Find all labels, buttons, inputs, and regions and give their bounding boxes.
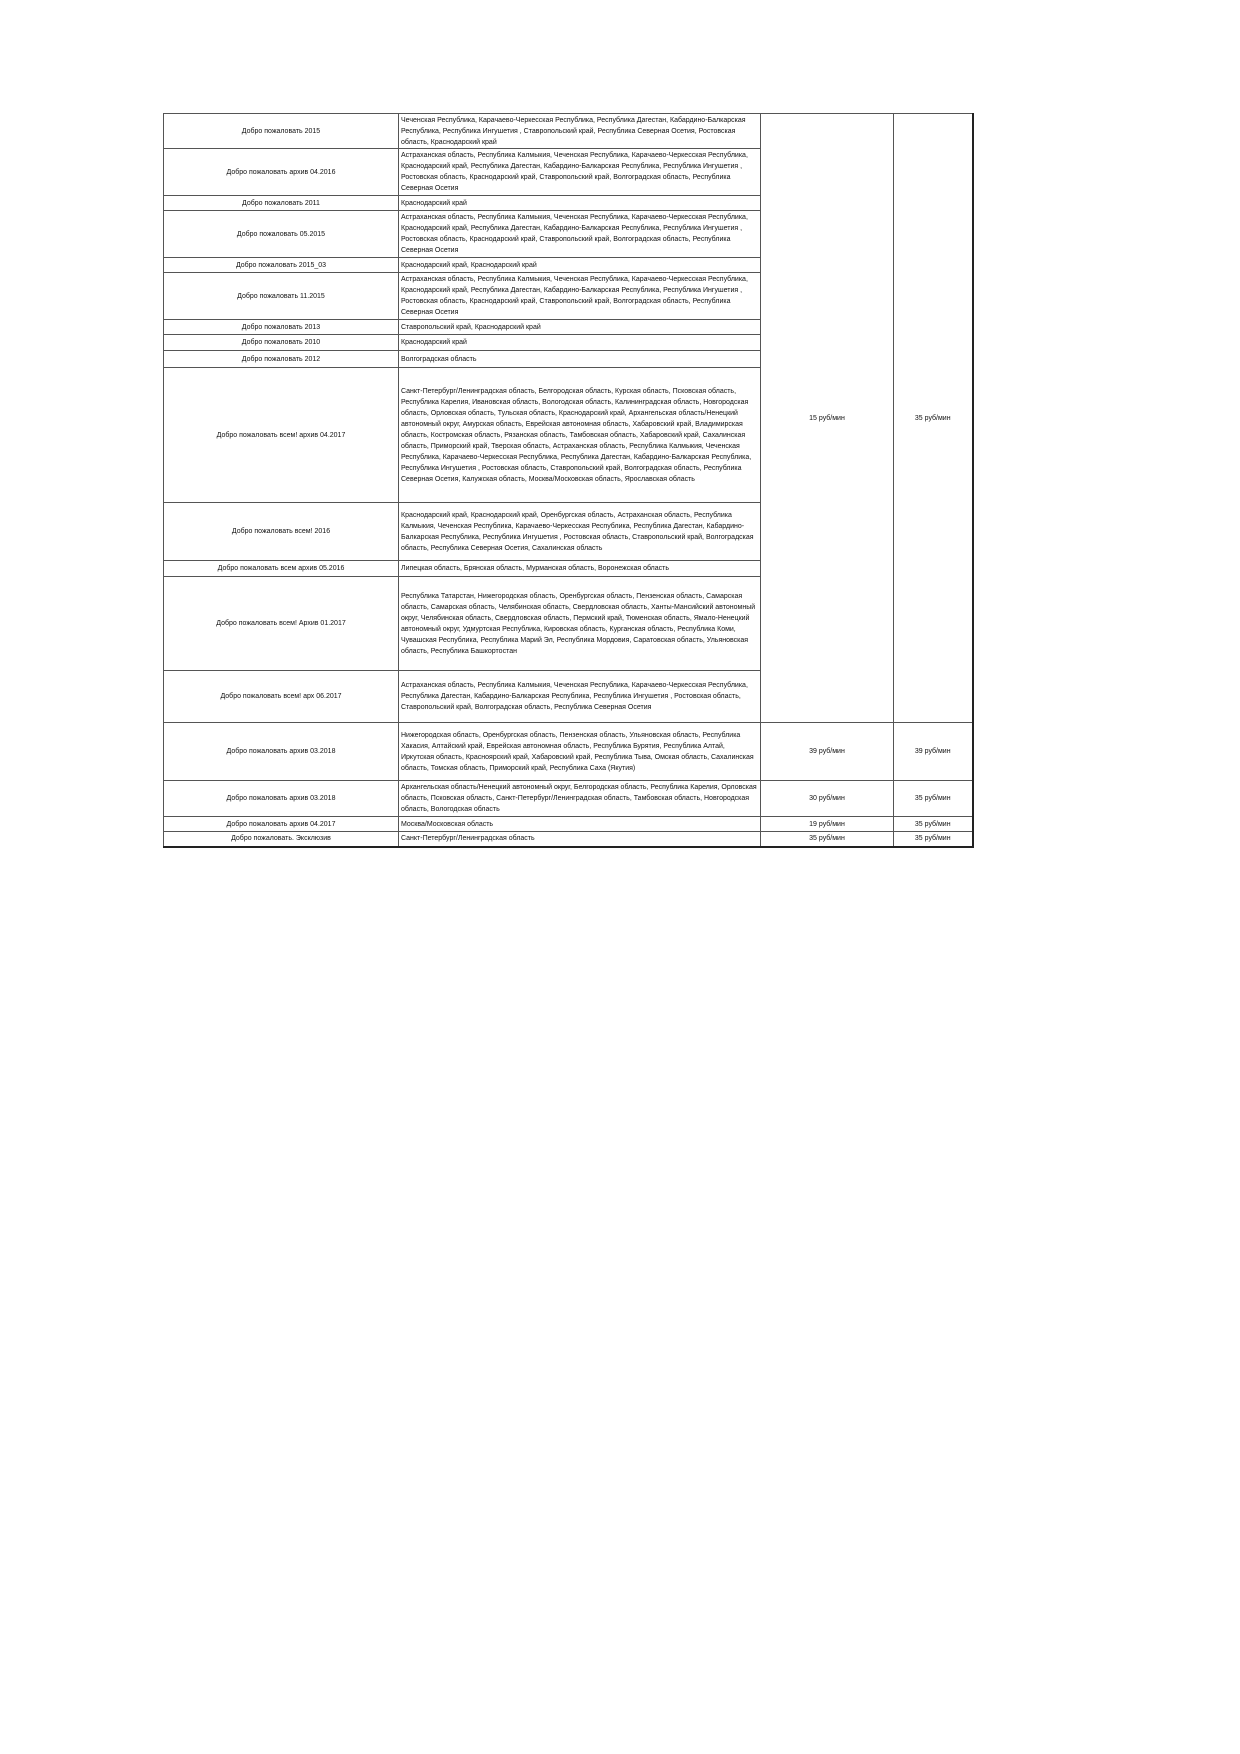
program-name: Добро пожаловать всем архив 05.2016 (164, 561, 399, 577)
program-name: Добро пожаловать 2015 (164, 114, 399, 149)
program-name: Добро пожаловать. Эксклюзив (164, 832, 399, 847)
program-name: Добро пожаловать всем! архив 04.2017 (164, 368, 399, 503)
regions-list: Нижегородская область, Оренбургская область, Пензенская область, Ульяновская область, Республика Хакасия, Алтайский край, Еврейская автономная область, Республика Бурятия, Республика Алтай, Иркутская область, Красноярский край, Хабаровский край, Республика Тыва, Омская область, Сахалинская область, Томская область, Приморский край, Республика Саха (Якутия) (399, 723, 761, 781)
regions-list: Краснодарский край (399, 196, 761, 211)
program-name: Добро пожаловать 2010 (164, 335, 399, 351)
price-per-minute-alt: 39 руб/мин (894, 723, 973, 781)
price-per-minute: 19 руб/мин (761, 817, 894, 832)
regions-list: Республика Татарстан, Нижегородская область, Оренбургская область, Пензенская область, Самарская область, Самарская область, Челябинская область, Свердловская область, Ханты-Мансийский автономный округ, Челябинская область, Свердловская область, Пермский край, Тюменская область, Ямало-Ненецкий автономный округ, Удмуртская Республика, Кировская область, Курганская область, Республика Коми, Чувашская Республика, Республика Марий Эл, Республика Мордовия, Саратовская область, Ульяновская область, Республика Башкортостан (399, 577, 761, 671)
price-per-minute: 30 руб/мин (761, 781, 894, 817)
regions-list: Краснодарский край, Краснодарский край (399, 258, 761, 273)
program-name: Добро пожаловать 05.2015 (164, 211, 399, 258)
price-per-minute-alt: 35 руб/мин (894, 114, 973, 723)
price-per-minute: 35 руб/мин (761, 832, 894, 847)
program-name: Добро пожаловать 2012 (164, 351, 399, 368)
program-name: Добро пожаловать архив 04.2017 (164, 817, 399, 832)
regions-list: Ставропольский край, Краснодарский край (399, 320, 761, 335)
program-name: Добро пожаловать архив 04.2016 (164, 149, 399, 196)
price-per-minute: 15 руб/мин (761, 114, 894, 723)
table-row (164, 781, 973, 817)
price-per-minute-alt: 35 руб/мин (894, 781, 973, 817)
price-per-minute-alt: 35 руб/мин (894, 817, 973, 832)
regions-list: Астраханская область, Республика Калмыкия, Чеченская Республика, Карачаево-Черкесская Республика, Краснодарский край, Республика Дагестан, Кабардино-Балкарская Республика, Республика Ингушетия , Ростовская область, Краснодарский край, Ставропольский край, Волгоградская область, Республика Северная Осетия (399, 149, 761, 196)
regions-list: Краснодарский край, Краснодарский край, Оренбургская область, Астраханская область, Республика Калмыкия, Чеченская Республика, Карачаево-Черкесская Республика, Республика Дагестан, Кабардино-Балкарская Республика, Республика Ингушетия , Ростовская область, Ставропольский край, Волгоградская область, Республика Северная Осетия, Сахалинская область (399, 503, 761, 561)
tariff-table-body (164, 114, 973, 847)
regions-list: Липецкая область, Брянская область, Мурманская область, Воронежская область (399, 561, 761, 577)
program-name: Добро пожаловать всем! 2016 (164, 503, 399, 561)
tariff-table (163, 113, 974, 848)
regions-list: Москва/Московская область (399, 817, 761, 832)
program-name: Добро пожаловать 2013 (164, 320, 399, 335)
program-name: Добро пожаловать 2011 (164, 196, 399, 211)
regions-list: Краснодарский край (399, 335, 761, 351)
regions-list: Волгоградская область (399, 351, 761, 368)
table-row (164, 723, 973, 781)
regions-list: Санкт-Петербург/Ленинградская область, Белгородская область, Курская область, Псковская область, Республика Карелия, Ивановская область, Вологодская область, Калининградская область, Новгородская область, Орловская область, Тульская область, Краснодарский край, Архангельская область/Ненецкий автономный округ, Амурская область, Еврейская автономная область, Хабаровский край, Владимирская область, Костромская область, Рязанская область, Тамбовская область, Хабаровский край, Сахалинская область, Приморский край, Тверская область, Астраханская область, Республика Калмыкия, Чеченская Республика, Карачаево-Черкесская Республика, Республика Дагестан, Кабардино-Балкарская Республика, Республика Ингушетия , Ростовская область, Ставропольский край, Волгоградская область, Республика Северная Осетия, Калужская область, Москва/Московская область, Ярославская область (399, 368, 761, 503)
table-row (164, 114, 973, 149)
regions-list: Чеченская Республика, Карачаево-Черкесская Республика, Республика Дагестан, Кабардино-Балкарская Республика, Республика Ингушетия , Ставропольский край, Республика Северная Осетия, Ростовская область, Краснодарский край (399, 114, 761, 149)
regions-list: Астраханская область, Республика Калмыкия, Чеченская Республика, Карачаево-Черкесская Республика, Краснодарский край, Республика Дагестан, Кабардино-Балкарская Республика, Республика Ингушетия , Ростовская область, Краснодарский край, Ставропольский край, Волгоградская область, Республика Северная Осетия (399, 273, 761, 320)
regions-list: Санкт-Петербург/Ленинградская область (399, 832, 761, 847)
regions-list: Архангельская область/Ненецкий автономный округ, Белгородская область, Республика Карелия, Орловская область, Псковская область, Санкт-Петербург/Ленинградская область, Тамбовская область, Новгородская область, Вологодская область (399, 781, 761, 817)
program-name: Добро пожаловать 2015_03 (164, 258, 399, 273)
price-per-minute-alt: 35 руб/мин (894, 832, 973, 847)
regions-list: Астраханская область, Республика Калмыкия, Чеченская Республика, Карачаево-Черкесская Республика, Республика Дагестан, Кабардино-Балкарская Республика, Республика Ингушетия , Ростовская область, Ставропольский край, Волгоградская область, Республика Северная Осетия (399, 671, 761, 723)
program-name: Добро пожаловать всем! Архив 01.2017 (164, 577, 399, 671)
program-name: Добро пожаловать 11.2015 (164, 273, 399, 320)
table-row (164, 832, 973, 847)
program-name: Добро пожаловать архив 03.2018 (164, 723, 399, 781)
program-name: Добро пожаловать архив 03.2018 (164, 781, 399, 817)
price-per-minute: 39 руб/мин (761, 723, 894, 781)
program-name: Добро пожаловать всем! арх 06.2017 (164, 671, 399, 723)
regions-list: Астраханская область, Республика Калмыкия, Чеченская Республика, Карачаево-Черкесская Республика, Краснодарский край, Республика Дагестан, Кабардино-Балкарская Республика, Республика Ингушетия , Ростовская область, Краснодарский край, Ставропольский край, Волгоградская область, Республика Северная Осетия (399, 211, 761, 258)
table-row (164, 817, 973, 832)
